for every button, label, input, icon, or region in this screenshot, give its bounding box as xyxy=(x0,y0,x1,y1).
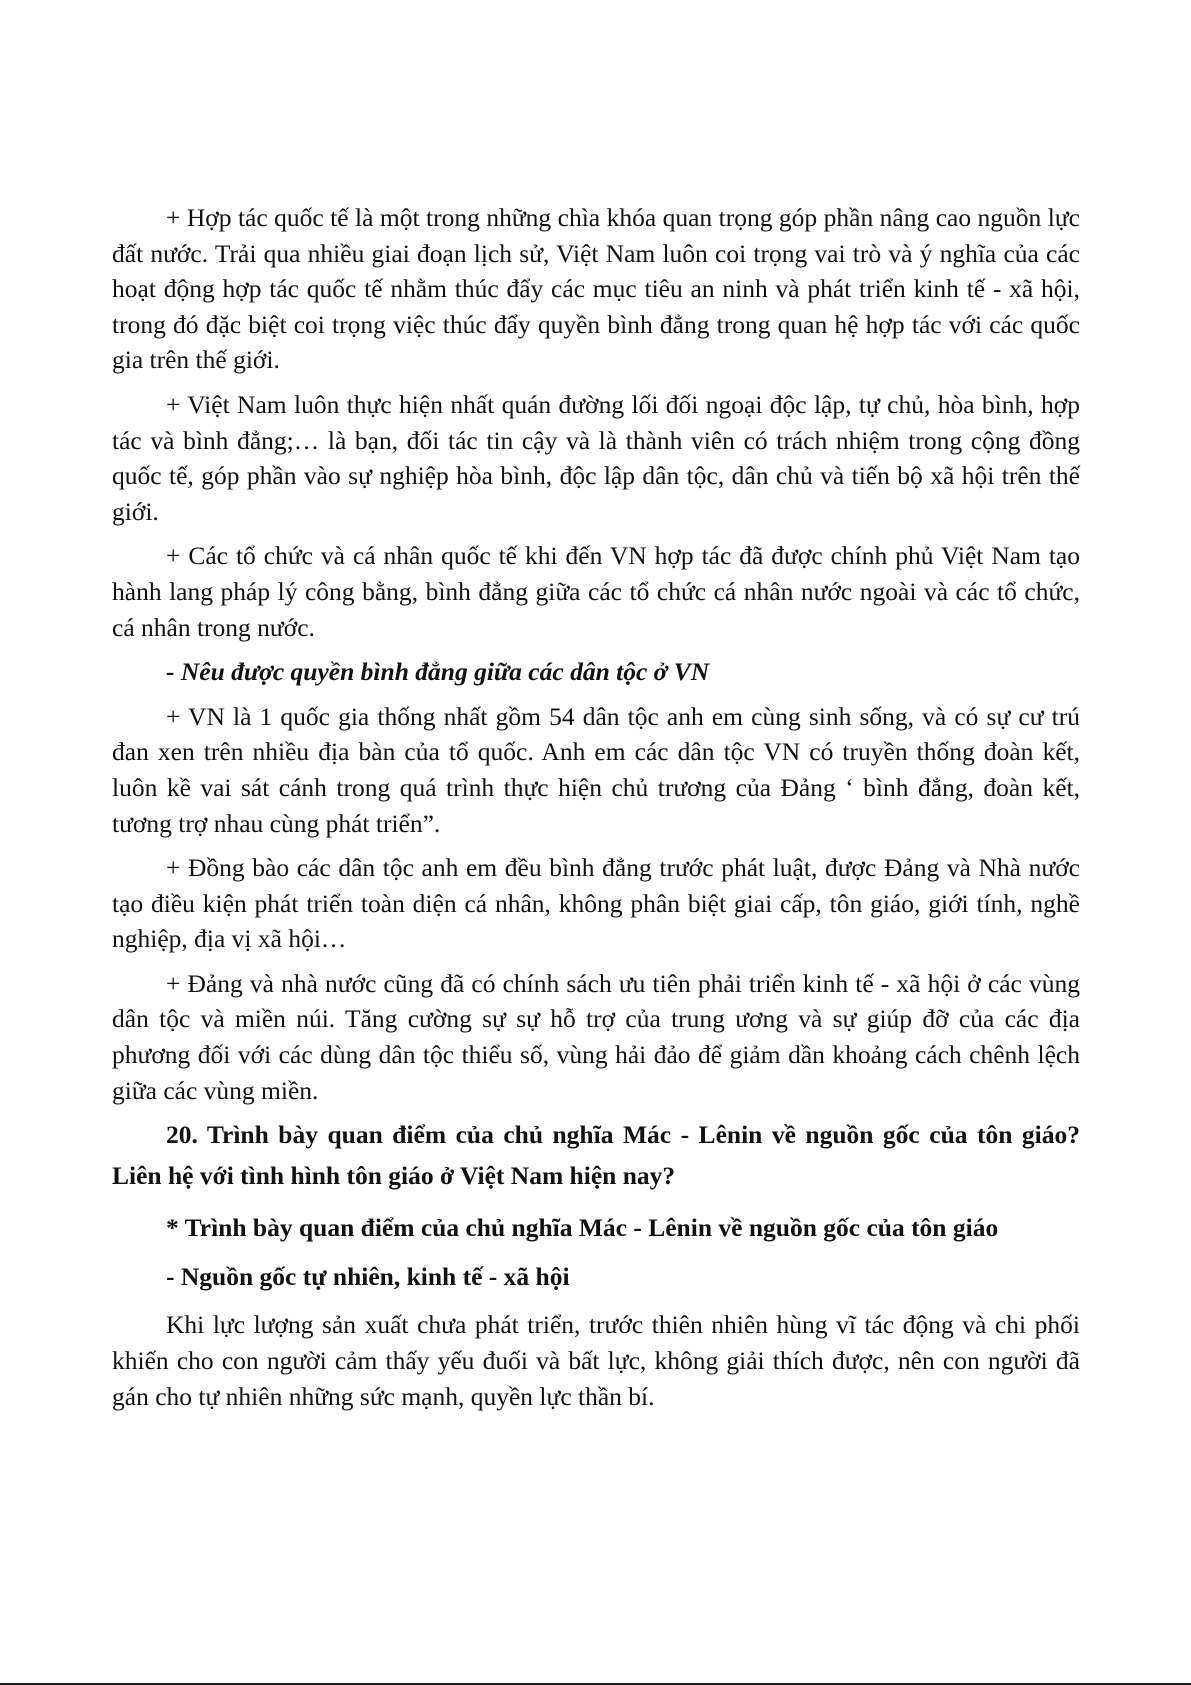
subheading-natural-origin: - Nguồn gốc tự nhiên, kinh tế - xã hội xyxy=(166,1261,570,1291)
paragraph-priority-policy: + Đảng và nhà nước cũng đã có chính sách ưu tiên phải triển kinh tế - xã hội ở các vùng dân tộc và miền núi. Tăng cường sự sự hỗ trợ của trung ương và sự giúp đỡ của các địa phương đối với các dùng dân tộc thiểu số, vùng hải đảo để giảm dần khoảng cách chênh lệch giữa các vùng miền. xyxy=(112,968,1080,1105)
question-20: 20. Trình bày quan điểm của chủ nghĩa Mác - Lênin về nguồn gốc của tôn giáo? Liên hệ với tình hình tôn giáo ở Việt Nam hiện nay? xyxy=(112,1120,1080,1191)
paragraph-international-cooperation: + Hợp tác quốc tế là một trong những chìa khóa quan trọng góp phần nâng cao nguồn lực đất nước. Trải qua nhiều giai đoạn lịch sử, Việt Nam luôn coi trọng vai trò và ý nghĩa của các hoạt động hợp tác quốc tế nhằm thúc đẩy các mục tiêu an ninh và phát triển kinh tế - xã hội, trong đó đặc biệt coi trọng việc thúc đẩy quyền bình đẳng trong quan hệ hợp tác với các quốc gia trên thế giới. xyxy=(112,203,1080,375)
paragraph-equal-before-law: + Đồng bào các dân tộc anh em đều bình đẳng trước phát luật, được Đảng và Nhà nước tạo điều kiện phát triển toàn diện cá nhân, không phân biệt giai cấp, tôn giáo, giới tính, nghề nghiệp, địa vị xã hội… xyxy=(112,853,1080,954)
paragraph-legal-framework: + Các tổ chức và cá nhân quốc tế khi đến VN hợp tác đã được chính phủ Việt Nam tạo hành lang pháp lý công bằng, bình đẳng giữa các tổ chức cá nhân nước ngoài và các tổ chức, cá nhân trong nước. xyxy=(112,541,1080,642)
paragraph-natural-origin: Khi lực lượng sản xuất chưa phát triển, trước thiên nhiên hùng vĩ tác động và chi phối khiến cho con người cảm thấy yếu đuối và bất lực, không giải thích được, nên con người đã gán cho tự nhiên những sức mạnh, quyền lực thần bí. xyxy=(112,1310,1080,1411)
subheading-marx-lenin-view: * Trình bày quan điểm của chủ nghĩa Mác - Lênin về nguồn gốc của tôn giáo xyxy=(166,1213,999,1243)
paragraph-foreign-policy: + Việt Nam luôn thực hiện nhất quán đường lối đối ngoại độc lập, tự chủ, hòa bình, hợp tác và bình đẳng;… là bạn, đối tác tin cậy và là thành viên có trách nhiệm trong cộng đồng quốc tế, góp phần vào sự nghiệp hòa bình, độc lập dân tộc, dân chủ và tiến bộ xã hội trên thế giới. xyxy=(112,389,1080,526)
section-heading-ethnic-equality: - Nêu được quyền bình đẳng giữa các dân tộc ở VN xyxy=(166,657,710,687)
document-body xyxy=(112,200,1080,1423)
paragraph-ethnic-groups: + VN là 1 quốc gia thống nhất gồm 54 dân tộc anh em cùng sinh sống, và có sự cư trú đan xen trên nhiều địa bàn của tổ quốc. Anh em các dân tộc VN có truyền thống đoàn kết, luôn kề vai sát cánh trong quá trình thực hiện chủ trương của Đảng ‘ bình đẳng, đoàn kết, tương trợ nhau cùng phát triển”. xyxy=(112,701,1080,838)
